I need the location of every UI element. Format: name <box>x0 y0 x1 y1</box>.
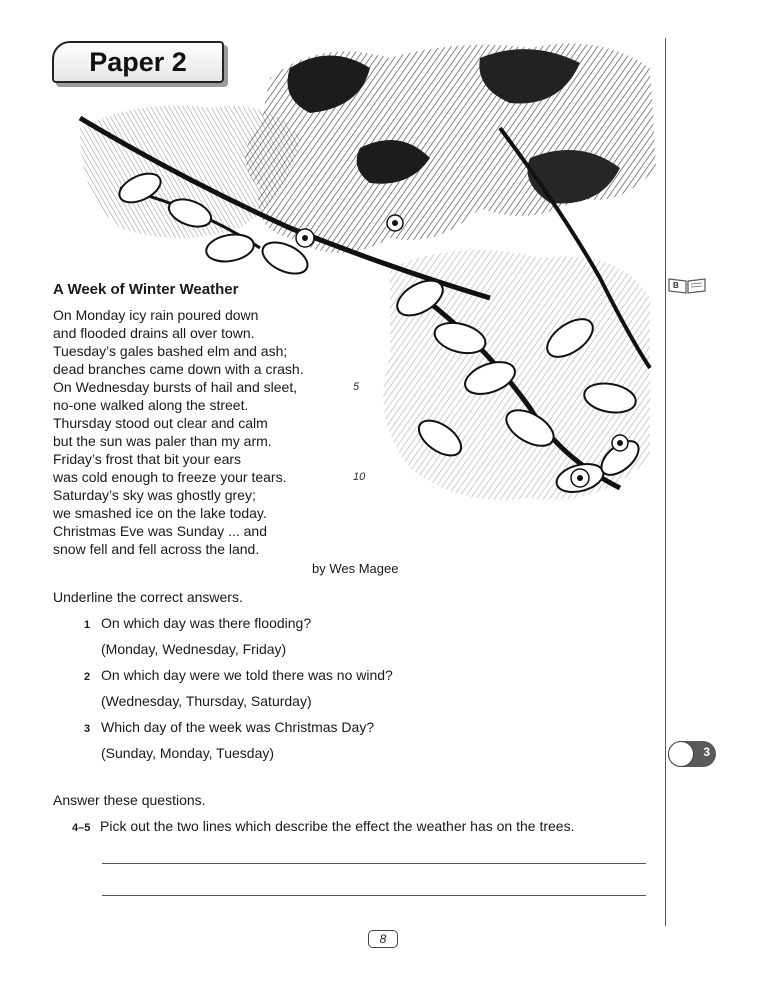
page-number: 8 <box>368 930 398 948</box>
question-3-options[interactable]: (Sunday, Monday, Tuesday) <box>101 745 275 761</box>
paper-title-tab: Paper 2 <box>52 41 224 83</box>
book-letter: B <box>673 281 679 290</box>
question-1 <box>84 615 311 631</box>
poem-line: no-one walked along the street. <box>53 397 249 413</box>
poem-line: Friday’s frost that bit your ears <box>53 451 242 467</box>
poem-line: Christmas Eve was Sunday ... and <box>53 523 267 539</box>
section2-instruction: Answer these questions. <box>53 792 206 808</box>
question-2-options[interactable]: (Wednesday, Thursday, Saturday) <box>101 693 312 709</box>
answer-line-1[interactable] <box>102 863 646 864</box>
poem-line: dead branches came down with a crash. <box>53 361 304 377</box>
poem-text <box>53 306 383 558</box>
question-2 <box>84 667 393 683</box>
question-text: Pick out the two lines which describe the effect the weather has on the trees. <box>100 818 575 834</box>
question-4-5 <box>72 818 574 834</box>
poem-line: but the sun was paler than my arm. <box>53 433 272 449</box>
poem-line: On Monday icy rain poured down <box>53 307 259 323</box>
question-text: Which day of the week was Christmas Day? <box>101 719 375 735</box>
line-number: 5 <box>353 381 360 393</box>
poem-line: Tuesday’s gales bashed elm and ash; <box>53 343 288 359</box>
poem-author: by Wes Magee <box>312 561 399 576</box>
poem-line: was cold enough to freeze your tears. 10 <box>53 469 366 485</box>
poem-title: A Week of Winter Weather <box>53 281 239 298</box>
answer-line-2[interactable] <box>102 895 646 896</box>
question-number: 4–5 <box>72 822 91 834</box>
question-text: On which day were we told there was no wind? <box>101 667 393 683</box>
poem-line: Thursday stood out clear and calm <box>53 415 268 431</box>
tab-number: 3 <box>703 745 710 759</box>
poem-line: and flooded drains all over town. <box>53 325 255 341</box>
poem-line: we smashed ice on the lake today. <box>53 505 267 521</box>
question-3 <box>84 719 374 735</box>
section-tab <box>668 741 716 767</box>
tab-circle <box>668 741 694 767</box>
question-number: 1 <box>84 619 91 631</box>
question-1-options[interactable]: (Monday, Wednesday, Friday) <box>101 641 287 657</box>
open-book-icon <box>667 275 707 295</box>
page-margin-rule <box>665 38 666 926</box>
question-text: On which day was there flooding? <box>101 615 312 631</box>
poem-line: Saturday’s sky was ghostly grey; <box>53 487 256 503</box>
poem-line: On Wednesday bursts of hail and sleet, 5 <box>53 379 360 395</box>
section1-instruction: Underline the correct answers. <box>53 589 243 605</box>
question-number: 2 <box>84 671 91 683</box>
line-number: 10 <box>353 471 366 483</box>
question-number: 3 <box>84 723 91 735</box>
poem-line: snow fell and fell across the land. <box>53 541 260 557</box>
